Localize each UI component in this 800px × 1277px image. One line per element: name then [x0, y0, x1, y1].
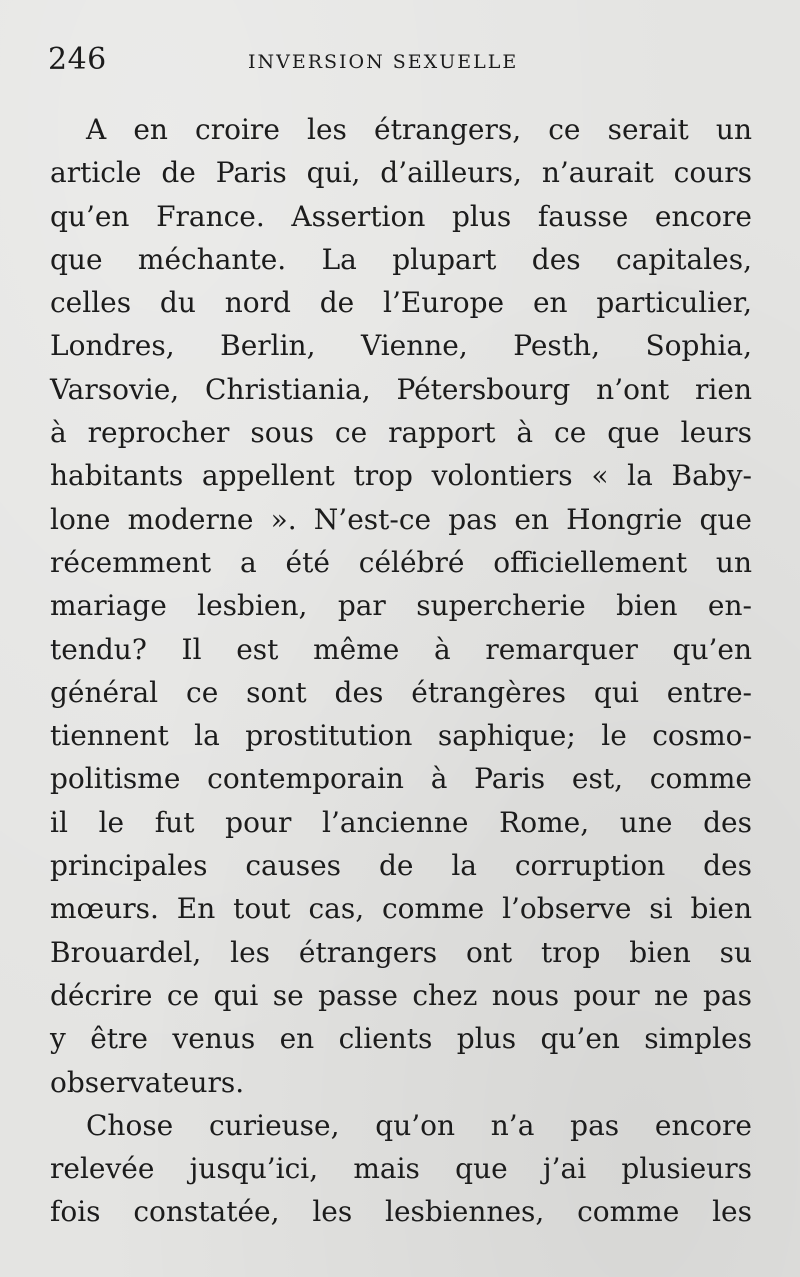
text-line: fois constatée, les lesbiennes, comme les	[50, 1195, 752, 1229]
text-line: A en croire les étrangers, ce serait un	[86, 113, 752, 146]
text-line: à reprocher sous ce rapport à ce que leurs	[50, 416, 752, 450]
paragraph-2	[50, 1104, 752, 1234]
text-line: Chose curieuse, qu’on n’a pas encore	[86, 1108, 752, 1142]
paragraph-1	[50, 108, 752, 1104]
page-number: 246	[48, 42, 107, 77]
running-title: INVERSION SEXUELLE	[248, 51, 519, 73]
text-line: récemment a été célébré officiellement un	[50, 545, 752, 579]
text-line: politisme contemporain à Paris est, comme	[50, 762, 752, 796]
page-header	[48, 42, 750, 82]
text-line: que méchante. La plupart des capitales,	[50, 242, 752, 276]
text-line: décrire ce qui se passe chez nous pour ne pas	[50, 978, 752, 1012]
text-line: principales causes de la corruption des	[50, 849, 752, 883]
text-line: mœurs. En tout cas, comme l’observe si bien	[50, 892, 752, 926]
text-line: il le fut pour l’ancienne Rome, une des	[50, 805, 752, 839]
text-line: qu’en France. Assertion plus fausse encore	[50, 199, 752, 233]
text-line: article de Paris qui, d’ailleurs, n’aurait cours	[50, 156, 752, 190]
text-line: Londres, Berlin, Vienne, Pesth, Sophia,	[50, 329, 752, 363]
text-line: tendu? Il est même à remarquer qu’en	[50, 632, 752, 666]
text-line: mariage lesbien, par supercherie bien en-	[50, 589, 752, 623]
text-line: Varsovie, Christiania, Pétersbourg n’ont rien	[50, 372, 752, 406]
text-line: général ce sont des étrangères qui entre-	[50, 675, 752, 709]
text-line: habitants appellent trop volontiers « la Baby-	[50, 459, 752, 493]
text-line: tiennent la prostitution saphique; le cosmo-	[50, 719, 752, 753]
text-line: observateurs.	[50, 1065, 245, 1099]
text-line: celles du nord de l’Europe en particulier,	[50, 286, 752, 320]
text-line: y être venus en clients plus qu’en simples	[50, 1022, 752, 1056]
text-line: Brouardel, les étrangers ont trop bien su	[50, 935, 752, 969]
body-text	[50, 108, 752, 1234]
text-line: relevée jusqu’ici, mais que j’ai plusieurs	[50, 1152, 752, 1186]
text-line: lone moderne ». N’est-ce pas en Hongrie que	[50, 502, 752, 536]
